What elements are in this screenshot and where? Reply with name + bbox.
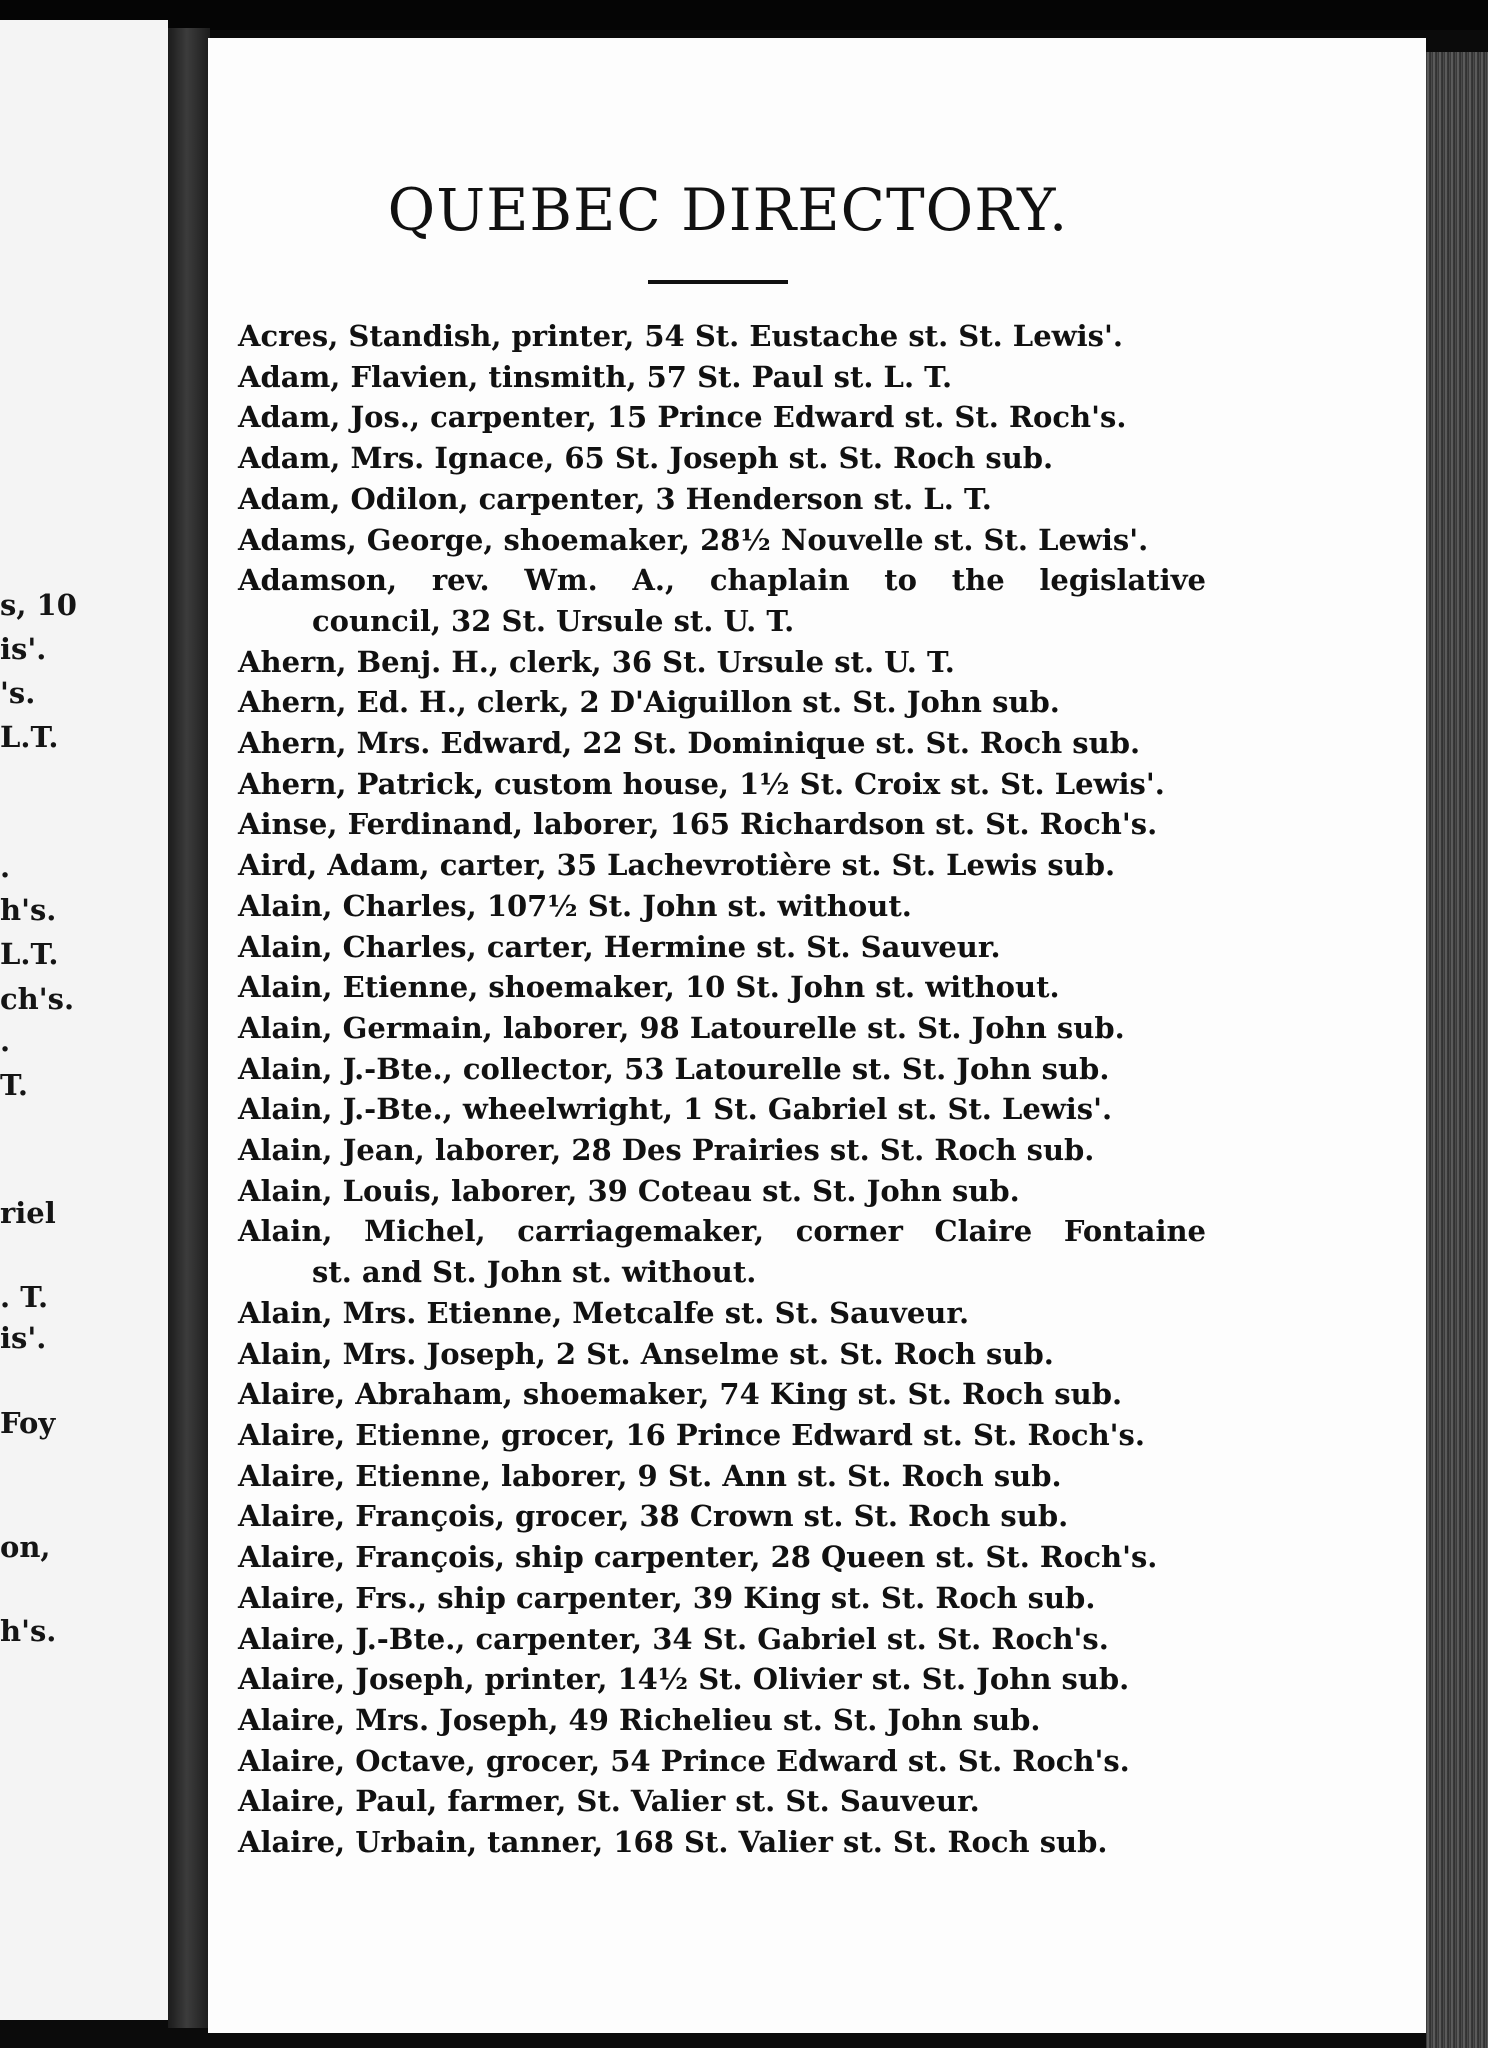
directory-entry: Alain, Charles, carter, Hermine st. St. Sauveur. [238,929,1001,964]
left-page-fragment-text: . [0,1024,11,1058]
title-rule [648,280,788,284]
left-page-fragment-text: h's. [0,1614,57,1648]
directory-entry: Ahern, Benj. H., clerk, 36 St. Ursule st. U. T. [238,644,955,679]
directory-entry: Alaire, Mrs. Joseph, 49 Richelieu st. St. John sub. [238,1702,1041,1737]
page-edges [1426,52,1488,2048]
book-gutter [168,28,210,2028]
directory-entry: Alain, J.-Bte., wheelwright, 1 St. Gabriel st. St. Lewis'. [238,1092,1113,1127]
directory-entry: Aird, Adam, carter, 35 Lachevrotière st. St. Lewis sub. [238,848,1116,883]
directory-entry: Alaire, Frs., ship carpenter, 39 King st. St. Roch sub. [238,1580,1096,1615]
directory-entry: Alain, Louis, laborer, 39 Coteau st. St. John sub. [238,1173,1020,1208]
directory-entry: Alain, Etienne, shoemaker, 10 St. John st. without. [238,970,1060,1005]
directory-entry-continuation: st. and St. John st. without. [312,1255,757,1290]
directory-entry: Alaire, Urbain, tanner, 168 St. Valier st. St. Roch sub. [238,1825,1108,1860]
directory-entry: Adam, Odilon, carpenter, 3 Henderson st. L. T. [238,481,992,516]
directory-entry: Adams, George, shoemaker, 28½ Nouvelle st. St. Lewis'. [238,522,1149,557]
directory-entry: Ahern, Mrs. Edward, 22 St. Dominique st. St. Roch sub. [238,726,1141,761]
directory-entry: Alain, Charles, 107½ St. John st. without. [238,888,912,923]
directory-entry: Acres, Standish, printer, 54 St. Eustache st. St. Lewis'. [238,319,1123,353]
left-page-fragment-text: h's. [0,893,57,927]
directory-entry: Alaire, Octave, grocer, 54 Prince Edward st. St. Roch's. [238,1743,1130,1778]
directory-entry: Adamson, rev. Wm. A., chaplain to the legislative [238,563,1206,598]
left-page-fragment-text: L.T. [0,937,59,971]
left-page-fragment-text: . T. [0,1280,49,1314]
left-page-fragment-text: T. [0,1068,28,1102]
directory-entry: Alaire, François, grocer, 38 Crown st. St. Roch sub. [238,1499,1069,1534]
left-page-fragment-text: on, [0,1530,51,1564]
directory-entries [238,316,1206,1863]
directory-entry: Alain, Michel, carriagemaker, corner Claire Fontaine [238,1214,1206,1249]
directory-entry: Alain, Germain, laborer, 98 Latourelle st. St. John sub. [238,1010,1125,1045]
directory-entry: Alaire, Abraham, shoemaker, 74 King st. St. Roch sub. [238,1377,1123,1412]
directory-entry: Ahern, Patrick, custom house, 1½ St. Croix st. St. Lewis'. [238,766,1165,801]
left-page-fragment-text: is'. [0,1321,47,1355]
left-page-fragment-text: s, 10 [0,588,77,622]
left-page-fragment [0,20,168,2020]
directory-entry: Alaire, Paul, farmer, St. Valier st. St. Sauveur. [238,1784,980,1819]
directory-entry: Ahern, Ed. H., clerk, 2 D'Aiguillon st. St. John sub. [238,685,1060,720]
scan-top-border [0,0,1488,30]
directory-entry: Alain, Mrs. Joseph, 2 St. Anselme st. St. Roch sub. [238,1336,1054,1371]
page-title: QUEBEC DIRECTORY. [387,176,1069,244]
directory-entry: Alaire, Joseph, printer, 14½ St. Olivier st. St. John sub. [238,1662,1130,1697]
directory-entry: Alaire, Etienne, grocer, 16 Prince Edward st. St. Roch's. [238,1417,1145,1452]
directory-entry: Alaire, Etienne, laborer, 9 St. Ann st. St. Roch sub. [238,1458,1062,1493]
left-page-fragment-text: Foy [0,1406,56,1440]
left-page-fragment-text: ch's. [0,982,75,1016]
left-page-fragment-text: . [0,850,11,884]
left-page-fragment-text: riel [0,1196,56,1230]
left-page-fragment-text: is'. [0,632,47,666]
directory-entry: Adam, Jos., carpenter, 15 Prince Edward st. St. Roch's. [238,400,1127,435]
directory-entry: Ainse, Ferdinand, laborer, 165 Richardson st. St. Roch's. [238,807,1158,842]
directory-entry: Alain, Jean, laborer, 28 Des Prairies st. St. Roch sub. [238,1133,1095,1168]
directory-entry: Alaire, J.-Bte., carpenter, 34 St. Gabriel st. St. Roch's. [238,1621,1109,1656]
left-page-fragment-text: 's. [0,676,36,710]
directory-entry: Alain, Mrs. Etienne, Metcalfe st. St. Sauveur. [238,1295,970,1330]
directory-entry-continuation: council, 32 St. Ursule st. U. T. [312,603,795,638]
directory-entry: Adam, Mrs. Ignace, 65 St. Joseph st. St. Roch sub. [238,441,1054,476]
directory-entry: Alain, J.-Bte., collector, 53 Latourelle st. St. John sub. [238,1051,1110,1086]
directory-entry: Alaire, François, ship carpenter, 28 Queen st. St. Roch's. [238,1540,1158,1575]
directory-entry: Adam, Flavien, tinsmith, 57 St. Paul st. L. T. [238,359,953,394]
left-page-fragment-text: L.T. [0,720,59,754]
